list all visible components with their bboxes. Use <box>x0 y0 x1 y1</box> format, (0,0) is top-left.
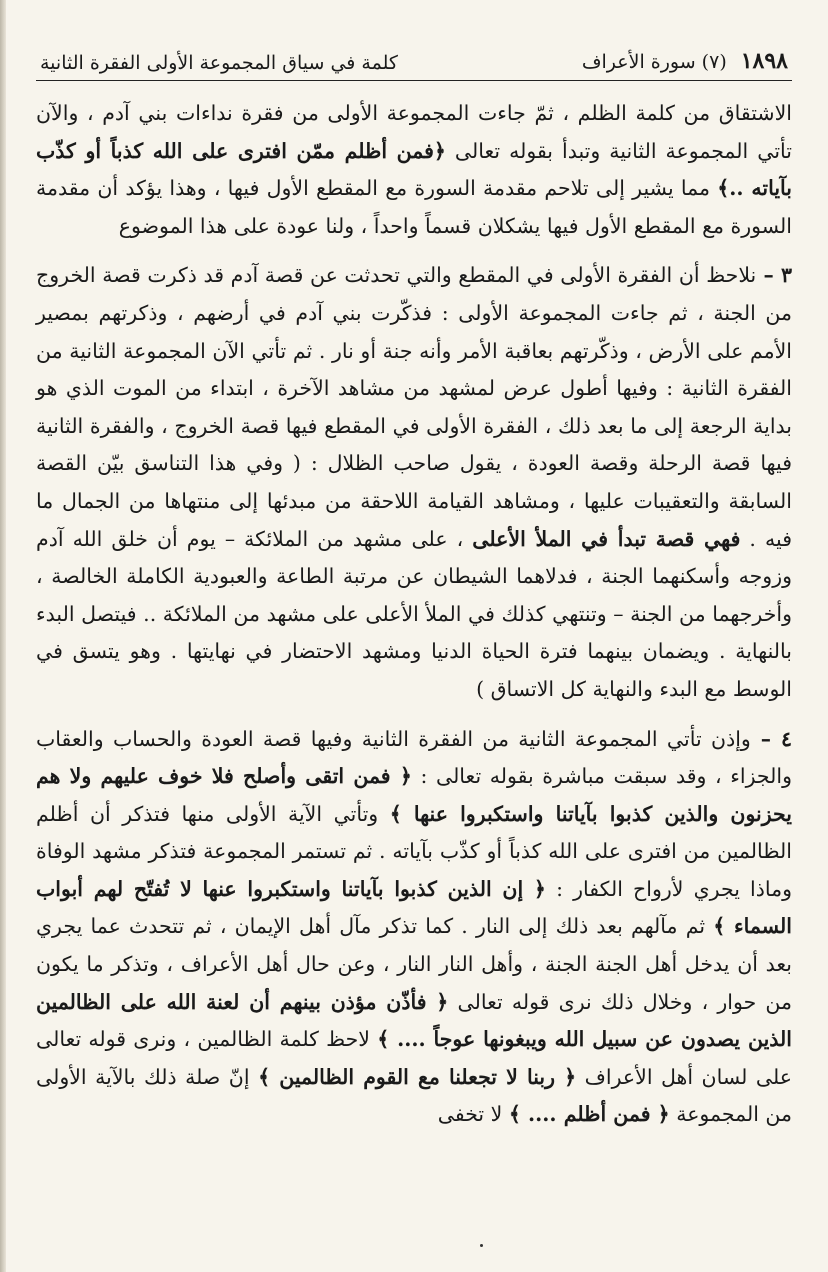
section-title: كلمة في سياق المجموعة الأولى الفقرة الثانية <box>40 52 398 74</box>
text-run: مما يشير إلى تلاحم مقدمة السورة مع المقطع الأول فيها ، وهذا يؤكد أن مقدمة السورة مع المقطع الأول فيها يشكلان قسماً واحداً ، ولنا عودة على هذا الموضوع <box>36 176 792 238</box>
emphasized-text: ٤ – <box>750 726 793 751</box>
text-run: لاحظ كلمة الظالمين ، ونرى قوله تعالى على لسان أهل الأعراف <box>36 1027 793 1089</box>
emphasized-text: ٣ – <box>756 263 792 288</box>
text-run: نلاحظ أن الفقرة الأولى في المقطع والتي تحدثت عن قصة آدم قد ذكرت قصة الخروج من الجنة ، ثم جاءت المجموعة الأولى : فذكّرت بني آدم في أرضهم ، وذكرتهم بمصير الأمم على الأرض ، وذكّرتهم بعاقبة الأمر وأنه جنة أو نار . ثم تأتي الآن المجموعة الثانية من الفقرة الثانية : وفيها أطول عرض لمشهد من مشاهد الآخرة ، ابتداء من الموت الذي هو بداية الرجعة إلى ما بعد ذلك ، الفقرة الأولى في المقطع فيها قصة الخروج ، والفقرة الثانية فيها قصة الرحلة وقصة العودة ، يقول صاحب الظلال : ( وفي هذا التناسق بيّن القصة السابقة والتعقيبات عليها ، ومشاهد القيامة اللاحقة من مبدئها إلى منتهاها من الجمال ما فيه . <box>36 263 792 551</box>
emphasized-text: ﴿فمن أظلم ممّن افترى على الله كذباً أو كذّب بآياته ..﴾ <box>36 138 792 201</box>
emphasized-text: ﴿ ربنا لا تجعلنا مع القوم الظالمين ﴾ <box>258 1064 577 1089</box>
emphasized-text: ﴿ فأذّن مؤذن بينهم أن لعنة الله على الظالمين الذين يصدون عن سبيل الله ويبغونها عوجاً .... ﴾ <box>36 989 792 1052</box>
running-header <box>36 48 792 81</box>
page-gutter <box>0 0 6 1272</box>
text-run: الاشتقاق من كلمة الظلم ، ثمّ جاءت المجموعة الأولى من فقرة نداءات بني آدم ، والآن تأتي المجموعة الثانية وتبدأ بقوله تعالى <box>36 101 792 163</box>
text-run: وتأتي الآية الأولى منها فتذكر أن أظلم الظالمين من افترى على الله كذباً أو كذّب بآياته . ثم تستمر المجموعة فتذكر مشهد الوفاة وماذا يجري لأرواح الكفار : <box>36 801 792 901</box>
paragraph <box>36 95 792 245</box>
document-body <box>36 95 792 1134</box>
text-run: إنّ صلة ذلك بالآية الأولى من المجموعة <box>36 1064 792 1127</box>
text-run: ، على مشهد من الملائكة – يوم أن خلق الله آدم وزوجه وأسكنهما الجنة ، فدلاهما الشيطان عن مرتبة الطاعة والعبودية الكاملة الخالصة ، وأخرجهما من الجنة – وتنتهي كذلك في الملأ الأعلى على مشهد من الملائكة .. فيتصل البدء بالنهاية . ويضمان بينهما فترة الحياة الدنيا ومشهد الاحتضار في نهايتها . وهو يتسق في الوسط مع البدء والنهاية كل الاتساق ) <box>36 526 792 701</box>
emphasized-text: ﴿ فمن اتقى وأصلح فلا خوف عليهم ولا هم يحزنون والذين كذبوا بآياتنا واستكبروا عنها ﴾ <box>36 764 792 826</box>
page-mark <box>480 1244 483 1247</box>
surah-title: (٧) سورة الأعراف <box>581 51 727 73</box>
emphasized-text: ﴿ فمن أظلم .... ﴾ <box>508 1102 670 1127</box>
emphasized-text: فهي قصة تبدأ في الملأ الأعلى <box>472 526 741 551</box>
page-number: ١٨٩٨ <box>740 48 788 74</box>
paragraph <box>36 721 792 1135</box>
text-run: ثم مآلهم بعد ذلك إلى النار . كما تذكر مآل أهل الإيمان ، ثم تتحدث عما يجري بعد أن يدخل أهل الجنة الجنة ، وأهل النار النار ، وعن حال أهل الأعراف ، وتذكر ما يكون من حوار ، وخلال ذلك نرى قوله تعالى <box>36 914 793 1014</box>
text-run: وإذن تأتي المجموعة الثانية من الفقرة الثانية وفيها قصة العودة والحساب والعقاب والجزاء ، وقد سبقت مباشرة بقوله تعالى : <box>36 726 792 789</box>
emphasized-text: ﴿ إن الذين كذبوا بآياتنا واستكبروا عنها لا تُفتّح لهم أبواب السماء ﴾ <box>36 876 792 939</box>
header-right <box>582 48 788 74</box>
text-run: لا تخفى <box>437 1102 509 1127</box>
paragraph <box>36 257 792 708</box>
